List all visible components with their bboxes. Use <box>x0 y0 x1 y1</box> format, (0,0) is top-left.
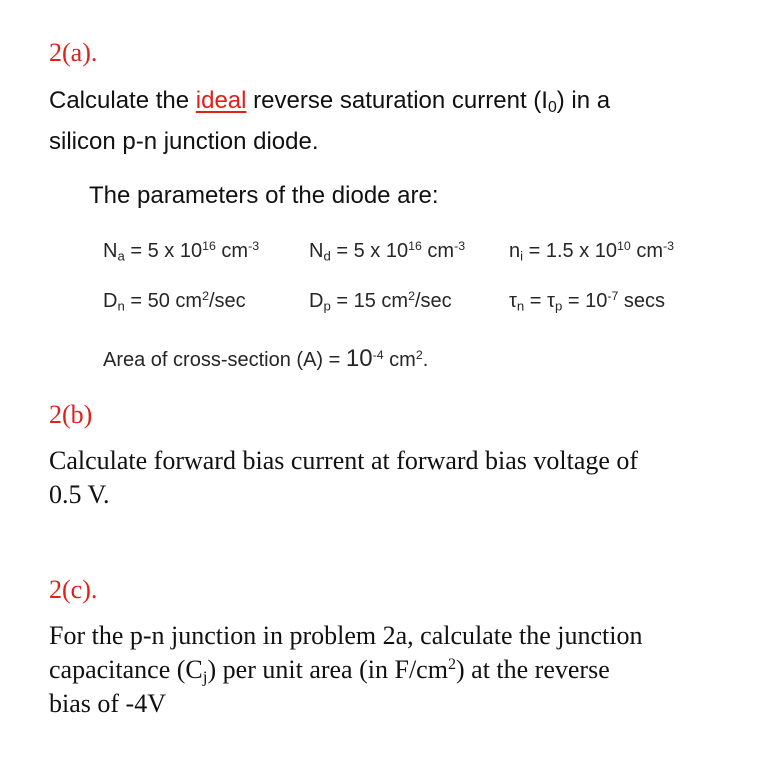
q2b-line2: 0.5 V. <box>49 480 110 509</box>
heading-2b: 2(b) <box>49 400 93 429</box>
q2a-line1-post2: ) in a <box>556 87 611 114</box>
heading-2a: 2(a). <box>49 38 98 67</box>
ideal-word: ideal <box>195 87 247 114</box>
param-tau: $\tau_n = \tau_p = 10^{-7}$ secs <box>509 289 666 314</box>
param-nd: $N_d = 5$ x $10^{16}$ $cm^{-3}$ <box>309 239 466 264</box>
q2c-line2: capacitance $(C_j)$ per unit area (in $F/cm^2$) at the reverse <box>49 655 610 687</box>
param-dn: $D_n = 50$ $cm^2/\sec$ <box>103 289 246 314</box>
param-area: Area of cross-section $(A) = 10^{-4}$ $cm^2$. <box>103 345 429 372</box>
heading-2c: 2(c). <box>49 575 98 604</box>
q2a-line1 <box>49 87 610 115</box>
params-intro: The parameters of the diode are: <box>89 182 439 209</box>
param-na: $N_a = 5$ x $10^{16}$ $cm^{-3}$ <box>103 239 260 264</box>
q2b-line1: Calculate forward bias current at forward bias voltage of <box>49 446 639 475</box>
q2c-line1: For the p-n junction in problem 2a, calculate the junction <box>49 621 643 650</box>
q2a-line1-pre: Calculate the <box>49 87 196 114</box>
q2a-line1-sub: 0 <box>547 98 557 116</box>
param-dp: $D_p = 15$ $cm^2/\sec$ <box>309 289 452 314</box>
q2a-line1-post1: reverse saturation current (I <box>246 87 548 114</box>
param-ni: $n_i = 1.5$ x $10^{10}$ $cm^{-3}$ <box>509 239 675 264</box>
q2a-line2: silicon p-n junction diode. <box>49 128 319 155</box>
q2c-line3: bias of -4V <box>49 689 166 718</box>
